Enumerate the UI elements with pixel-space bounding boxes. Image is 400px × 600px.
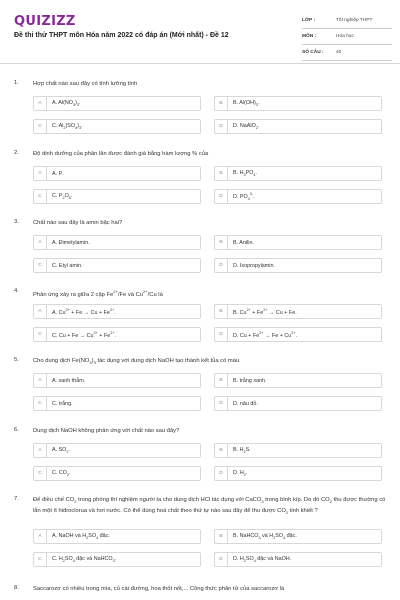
page-header bbox=[0, 0, 400, 62]
option-letter: B bbox=[215, 444, 228, 457]
option-letter: B bbox=[215, 97, 228, 110]
answer-option-a[interactable] bbox=[33, 529, 201, 544]
meta-value: Hóa học bbox=[336, 34, 354, 39]
option-letter: B bbox=[215, 530, 228, 543]
document-title: Đề thi thử THPT môn Hóa năm 2022 có đáp án (Mới nhất) - Đề 12 bbox=[14, 32, 229, 39]
answer-option-b[interactable] bbox=[214, 235, 382, 250]
question-number: 1. bbox=[14, 80, 19, 86]
meta-key: MÔN : bbox=[302, 34, 317, 39]
option-text: D. NaAlO$_2$. bbox=[233, 122, 260, 131]
option-letter: D bbox=[215, 259, 228, 272]
answer-option-a[interactable] bbox=[33, 304, 201, 319]
option-letter: C bbox=[34, 259, 47, 272]
meta-key: SỐ CÂU : bbox=[302, 50, 324, 55]
option-text: D. $H_2SO_4$ đặc và NaOH. bbox=[233, 555, 292, 564]
answer-option-d[interactable] bbox=[214, 189, 382, 204]
meta-table bbox=[302, 13, 392, 61]
option-letter: D bbox=[215, 328, 228, 341]
option-letter: A bbox=[34, 374, 47, 387]
option-letter: A bbox=[34, 97, 47, 110]
option-text: A. P. bbox=[52, 170, 63, 177]
option-text: B. NaHCO$_3$ và $H_2SO_4$ đặc. bbox=[233, 532, 297, 541]
question-text: Độ dinh dưỡng của phân lân được đánh giá bằng hàm lượng % của bbox=[33, 151, 209, 157]
answer-option-b[interactable] bbox=[214, 304, 382, 319]
option-text: C. $H_2SO_4$ đặc và NaHCO$_3$. bbox=[52, 555, 117, 564]
answer-option-b[interactable] bbox=[214, 443, 382, 458]
question-text: Để điều chế $CO_2$ trong phòng thí nghiệm người ta cho dung dịch HCl tác dụng với CaCO$_3$ trong bình kíp. Do đó $CO_2$ thu được thường có lẫn một ít hiđroclorua và hơi nước. Có thể dùng hoá chất theo thứ tự nào sau đây để thu được $CO_2$ tinh khiết ? bbox=[33, 497, 386, 515]
answer-option-d[interactable] bbox=[214, 327, 382, 342]
option-letter: C bbox=[34, 190, 47, 203]
answer-option-c[interactable] bbox=[33, 396, 201, 411]
option-text: C. $P_2O_5$. bbox=[52, 192, 73, 201]
option-text: B. trắng xanh. bbox=[233, 377, 267, 384]
question-number: 6. bbox=[14, 427, 19, 433]
option-text: C. trắng. bbox=[52, 400, 73, 407]
option-text: B. $Cu^{2+} + Fe^{2+} \to Cu + Fe$. bbox=[233, 307, 297, 316]
answer-option-c[interactable] bbox=[33, 189, 201, 204]
answer-option-c[interactable] bbox=[33, 258, 201, 273]
option-letter: B bbox=[215, 305, 228, 318]
option-text: A. $SO_2$. bbox=[52, 446, 70, 455]
option-letter: A bbox=[34, 167, 47, 180]
answer-option-c[interactable] bbox=[33, 119, 201, 134]
option-text: D. nâu đỏ. bbox=[233, 400, 258, 407]
answer-option-c[interactable] bbox=[33, 552, 201, 567]
answer-option-d[interactable] bbox=[214, 258, 382, 273]
quizizz-logo: QUIZIZZ bbox=[14, 14, 76, 29]
meta-key: LỚP : bbox=[302, 18, 316, 23]
option-letter: C bbox=[34, 328, 47, 341]
option-letter: A bbox=[34, 444, 47, 457]
option-text: B. $Al(OH)_3$. bbox=[233, 99, 260, 108]
meta-row-class bbox=[302, 13, 392, 29]
option-text: C. $Cu + Fe \to Cu^{2+} + Fe^{2+}$. bbox=[52, 330, 117, 339]
option-letter: D bbox=[215, 120, 228, 133]
question-text: Hợp chất nào sau đây có tính lưỡng tính bbox=[33, 81, 138, 87]
meta-value: Tốt nghiệp THPT bbox=[336, 18, 373, 23]
option-text: B. $H_2S$. bbox=[233, 446, 251, 455]
answer-option-a[interactable] bbox=[33, 166, 201, 181]
answer-option-a[interactable] bbox=[33, 96, 201, 111]
meta-row-subject bbox=[302, 29, 392, 45]
option-letter: D bbox=[215, 467, 228, 480]
option-text: B. Anilin. bbox=[233, 239, 254, 246]
question-text: Cho dung dịch $Fe(NO_3)_3$ tác dụng với dung dịch NaOH tạo thành kết tủa có màu bbox=[33, 358, 240, 366]
option-text: B. $H_3PO_4$. bbox=[233, 169, 257, 178]
answer-option-a[interactable] bbox=[33, 443, 201, 458]
option-text: C. Etyl amin. bbox=[52, 262, 83, 269]
answer-option-b[interactable] bbox=[214, 96, 382, 111]
answer-option-d[interactable] bbox=[214, 552, 382, 567]
option-text: A. $Al(NO_3)_3$. bbox=[52, 99, 81, 108]
option-text: A. xanh thẫm. bbox=[52, 377, 86, 384]
answer-option-d[interactable] bbox=[214, 396, 382, 411]
option-text: D. $H_2$. bbox=[233, 469, 248, 478]
option-letter: B bbox=[215, 167, 228, 180]
question-text: Saccarozơ có nhiều trong mía, củ cải đường, hoa thốt nốt,... Công thức phân tử của saccarozơ là bbox=[33, 586, 285, 592]
question-number: 2. bbox=[14, 150, 19, 156]
option-letter: B bbox=[215, 236, 228, 249]
option-letter: A bbox=[34, 530, 47, 543]
question-number: 5. bbox=[14, 357, 19, 363]
option-text: D. $PO_4^{3-}$. bbox=[233, 192, 255, 201]
meta-row-count bbox=[302, 45, 392, 61]
question-number: 4. bbox=[14, 288, 19, 294]
option-text: C. $CO_2$. bbox=[52, 469, 71, 478]
answer-option-d[interactable] bbox=[214, 119, 382, 134]
question-number: 3. bbox=[14, 219, 19, 225]
option-letter: C bbox=[34, 553, 47, 566]
option-text: A. Đimetylamin. bbox=[52, 239, 90, 246]
option-letter: C bbox=[34, 467, 47, 480]
option-letter: A bbox=[34, 236, 47, 249]
question-text: Dung dịch NaOH không phản ứng với chất nào sau đây? bbox=[33, 428, 180, 434]
option-text: A. NaOH và $H_2SO_4$ đặc. bbox=[52, 532, 110, 541]
header-divider bbox=[0, 63, 400, 64]
answer-option-b[interactable] bbox=[214, 529, 382, 544]
option-letter: D bbox=[215, 397, 228, 410]
option-letter: D bbox=[215, 190, 228, 203]
answer-option-a[interactable] bbox=[33, 235, 201, 250]
answer-option-c[interactable] bbox=[33, 466, 201, 481]
option-text: D. $Cu + Fe^{2+} \to Fe + Cu^{2+}$. bbox=[233, 330, 298, 339]
option-text: A. $Cu^{2+} + Fe \to Cu + Fe^{2+}$. bbox=[52, 307, 116, 316]
meta-value: 40 bbox=[336, 50, 342, 55]
question-number: 8. bbox=[14, 585, 19, 591]
option-letter: B bbox=[215, 374, 228, 387]
option-text: D. Isopropylamin. bbox=[233, 262, 275, 269]
answer-option-a[interactable] bbox=[33, 373, 201, 388]
answer-option-b[interactable] bbox=[214, 373, 382, 388]
option-letter: D bbox=[215, 553, 228, 566]
option-letter: A bbox=[34, 305, 47, 318]
answer-option-c[interactable] bbox=[33, 327, 201, 342]
question-text: Chất nào sau đây là amin bậc hai? bbox=[33, 220, 123, 226]
option-text: C. $Al_2(SO_4)_3$. bbox=[52, 122, 83, 131]
question-number: 7. bbox=[14, 496, 19, 502]
question-text: Phản ứng xảy ra giữa 2 cặp $Fe^{2+}/Fe$ và $Cu^{2+}/Cu$ là bbox=[33, 289, 163, 298]
option-letter: C bbox=[34, 397, 47, 410]
option-letter: C bbox=[34, 120, 47, 133]
answer-option-d[interactable] bbox=[214, 466, 382, 481]
answer-option-b[interactable] bbox=[214, 166, 382, 181]
